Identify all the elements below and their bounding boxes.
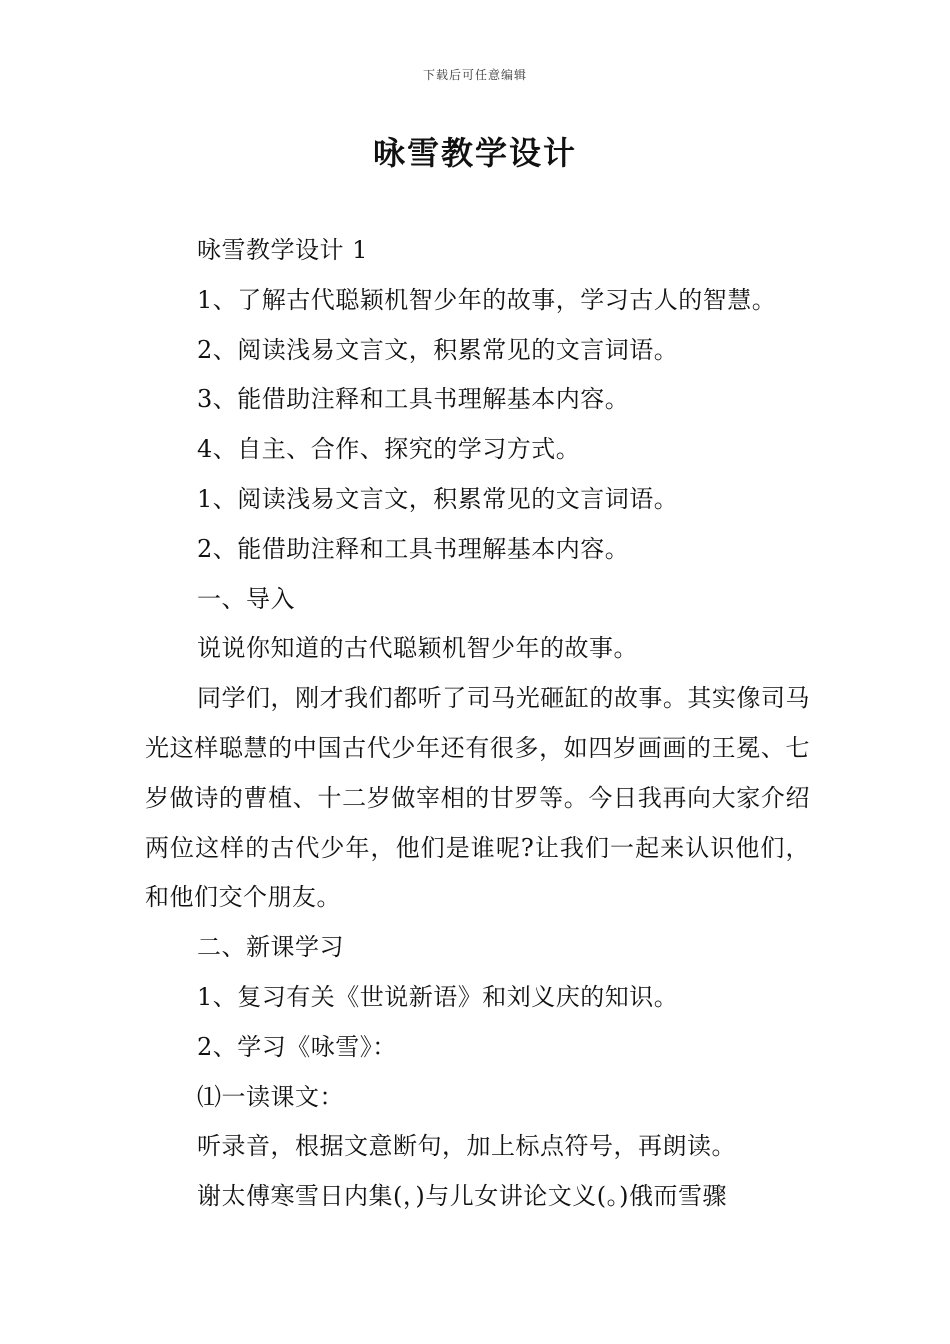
paragraph-objective-1: 1、了解古代聪颖机智少年的故事，学习古人的智慧。 — [197, 285, 777, 314]
paragraph-objective-3: 3、能借助注释和工具书理解基本内容。 — [197, 385, 630, 414]
section-heading-intro: 一、导入 — [197, 584, 295, 613]
paragraph-intro-body: 同学们，刚才我们都听了司马光砸缸的故事。其实像司马光这样聪慧的中国古代少年还有很多，如四岁画画的王冕、七岁做诗的曹植、十二岁做宰相的甘罗等。今日我再向大家介绍两位这样的古代少年，他们是谁呢?让我们一起来认识他们，和他们交个朋友。 — [145, 684, 810, 912]
header-note: 下载后可任意编辑 — [422, 68, 527, 82]
paragraph-review: 1、复习有关《世说新语》和刘义庆的知识。 — [197, 982, 679, 1011]
paragraph-classical-text: 谢太傅寒雪日内集(，)与儿女讲论文义(。)俄而雪骤 — [197, 1182, 727, 1211]
paragraph-objective-4: 4、自主、合作、探究的学习方式。 — [197, 435, 581, 464]
document-body — [145, 226, 810, 1222]
paragraph-listen: 听录音，根据文意断句，加上标点符号，再朗读。 — [197, 1132, 736, 1161]
paragraph-first-read: ⑴一读课文： — [197, 1082, 344, 1111]
paragraph-study: 2、学习《咏雪》： — [197, 1032, 397, 1061]
paragraph-keypoint-1: 1、阅读浅易文言文，积累常见的文言词语。 — [197, 484, 679, 513]
paragraph-keypoint-2: 2、能借助注释和工具书理解基本内容。 — [197, 534, 630, 563]
paragraph-intro-prompt: 说说你知道的古代聪颖机智少年的故事。 — [197, 634, 638, 663]
section-heading-new-lesson: 二、新课学习 — [197, 933, 344, 962]
paragraph-subtitle: 咏雪教学设计 1 — [197, 236, 368, 264]
paragraph-objective-2: 2、阅读浅易文言文，积累常见的文言词语。 — [197, 335, 679, 364]
document-title: 咏雪教学设计 — [372, 134, 577, 172]
